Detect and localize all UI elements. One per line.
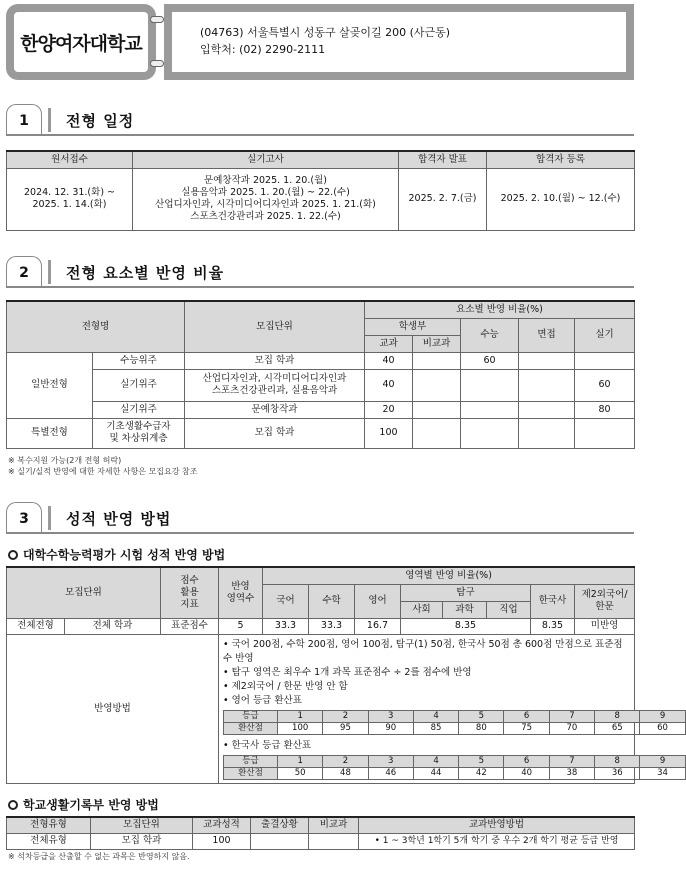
table-row: 특별전형 기초생활수급자 및 차상위계층 모집 학과 100 [7, 418, 635, 448]
method-label: 반영방법 [7, 634, 219, 783]
header-unit: 모집단위 [7, 567, 161, 618]
header-interview: 면접 [519, 318, 575, 352]
header-exam: 실기고사 [133, 151, 399, 168]
header-practical: 실기 [575, 318, 635, 352]
phone-text: 입학처: (02) 2290-2111 [200, 43, 326, 56]
section-2-heading [6, 256, 634, 288]
table-row: 전체전형 전체 학과 표준점수 5 33.3 33.3 16.7 8.35 8.35 미반영 [7, 618, 635, 634]
logo-frame [6, 4, 156, 80]
section-divider [48, 108, 51, 132]
binder-ring-icon [150, 60, 164, 67]
section-divider [48, 506, 51, 530]
header-suneung: 수능 [461, 318, 519, 352]
note: ※ 석차등급을 산출할 수 없는 과목은 반영하지 않음. [8, 852, 190, 861]
general-type: 일반전형 [7, 352, 93, 418]
address-frame [164, 4, 634, 80]
subsection-title: 대학수학능력평가 시험 성적 반영 방법 [8, 546, 225, 563]
circle-icon [8, 550, 18, 560]
binder-ring-icon [150, 16, 164, 23]
section-3-heading [6, 502, 634, 534]
ratio-table [6, 300, 635, 449]
header-subject: 교과 [365, 335, 413, 352]
suneung-table: 모집단위 점수 활용 지표 반영 영역수 영역별 반영 비율(%) 국어 수학 영어 탐구 한국사 제2외국어/ 한문 사회 과학 직업 전체전형 전체 학과 표준점수 5 33.3 33.3 16.7 8.35 8.35 미반영 반영방법 • 국어 200점, 수학 200점, 영어 100점, 탐구(1) 50점, 한국사 50점 총 600점 만점으로 표준점수 반영 • 탐구 영역은 최우수 1개 과목 표준점수 ÷ 2를 점수에 반영 • 제2외국어 / 한문 반영 안 함 • 영어 등급 환산표 등급 1 2 3 4 5 6 7 8 9 환산점 100 95 90 85 80 75 70 65 60 • 한국사 등급 환산표 등급 1 2 3 4 5 6 7 8 9 환산점 50 48 46 44 42 40 38 36 34 [6, 566, 635, 784]
section-title: 전형 일정 [66, 112, 135, 130]
header-area-count: 반영 영역수 [219, 567, 263, 618]
address-text: (04763) 서울특별시 성동구 살곶이길 200 (사근동) [200, 26, 451, 39]
header-record: 학생부 [365, 318, 461, 335]
header-register: 합격자 등록 [487, 151, 635, 168]
announce-date: 2025. 2. 7.(금) [399, 168, 487, 230]
header-announce: 합격자 발표 [399, 151, 487, 168]
table-row: 실기위주 문예창작과 20 80 [7, 401, 635, 418]
header-ratio: 요소별 반영 비율(%) [365, 301, 635, 318]
address-block [172, 12, 626, 72]
header [6, 4, 634, 80]
section-1-heading [6, 104, 634, 136]
table-row: 실기위주 산업디자인과, 시각미디어디자인과 스포츠건강관리과, 실용음악과 40 60 [7, 369, 635, 401]
header-apply: 원서접수 [7, 151, 133, 168]
exam-schedule: 문예창작과 2025. 1. 20.(월) 실용음악과 2025. 1. 20.(월) ~ 22.(수) 산업디자인과, 시각미디어디자인과 2025. 1. 21.(화) 스포츠건강관리과 2025. 1. 22.(수) [133, 168, 399, 230]
header-nonsubject: 비교과 [413, 335, 461, 352]
header-score-index: 점수 활용 지표 [161, 567, 219, 618]
register-period: 2025. 2. 10.(월) ~ 12.(수) [487, 168, 635, 230]
table-row: 일반전형 수능위주 모집 학과 40 60 [7, 352, 635, 369]
section-number: 2 [6, 256, 42, 288]
section-number: 3 [6, 502, 42, 534]
english-grade-table: 등급 1 2 3 4 5 6 7 8 9 환산점 100 95 90 85 80 75 70 65 60 [223, 710, 686, 735]
table-row: 전체유형 모집 학과 100 • 1 ~ 3학년 1학기 5개 학기 중 우수 2개 학기 평균 등급 반영 [7, 833, 635, 849]
section-title: 전형 요소별 반영 비율 [66, 264, 225, 282]
header-unit: 모집단위 [185, 301, 365, 352]
method-details: • 국어 200점, 수학 200점, 영어 100점, 탐구(1) 50점, 한국사 50점 총 600점 만점으로 표준점수 반영 • 탐구 영역은 최우수 1개 과목 표준점수 ÷ 2를 점수에 반영 • 제2외국어 / 한문 반영 안 함 • 영어 등급 환산표 등급 1 2 3 4 5 6 7 8 9 환산점 100 95 90 85 80 75 70 65 60 • 한국사 등급 환산표 등급 1 2 3 4 5 6 7 8 9 환산점 50 48 46 44 42 40 38 36 34 [219, 634, 635, 783]
header-type: 전형명 [7, 301, 185, 352]
apply-period: 2024. 12. 31.(화) ~ 2025. 1. 14.(화) [7, 168, 133, 230]
history-grade-table: 등급 1 2 3 4 5 6 7 8 9 환산점 50 48 46 44 42 40 38 36 34 [223, 755, 686, 780]
section-number: 1 [6, 104, 42, 136]
special-type: 특별전형 [7, 418, 93, 448]
note: ※ 복수지원 가능(2개 전형 허락) [8, 456, 122, 465]
note: ※ 실기/실적 반영에 대한 자세한 사항은 모집요강 참조 [8, 467, 198, 476]
circle-icon [8, 800, 18, 810]
section-divider [48, 260, 51, 284]
header-area-ratio: 영역별 반영 비율(%) [263, 567, 635, 584]
schedule-table [6, 150, 635, 231]
section-title: 성적 반영 방법 [66, 510, 172, 528]
record-table: 전형유형 모집단위 교과성적 출결상황 비교과 교과반영방법 전체유형 모집 학과 100 • 1 ~ 3학년 1학기 5개 학기 중 우수 2개 학기 평균 등급 반영 [6, 816, 635, 850]
university-logo: 한양여자대학교 [14, 12, 148, 72]
subsection-title: 학교생활기록부 반영 방법 [8, 796, 159, 813]
table-row [7, 634, 635, 783]
